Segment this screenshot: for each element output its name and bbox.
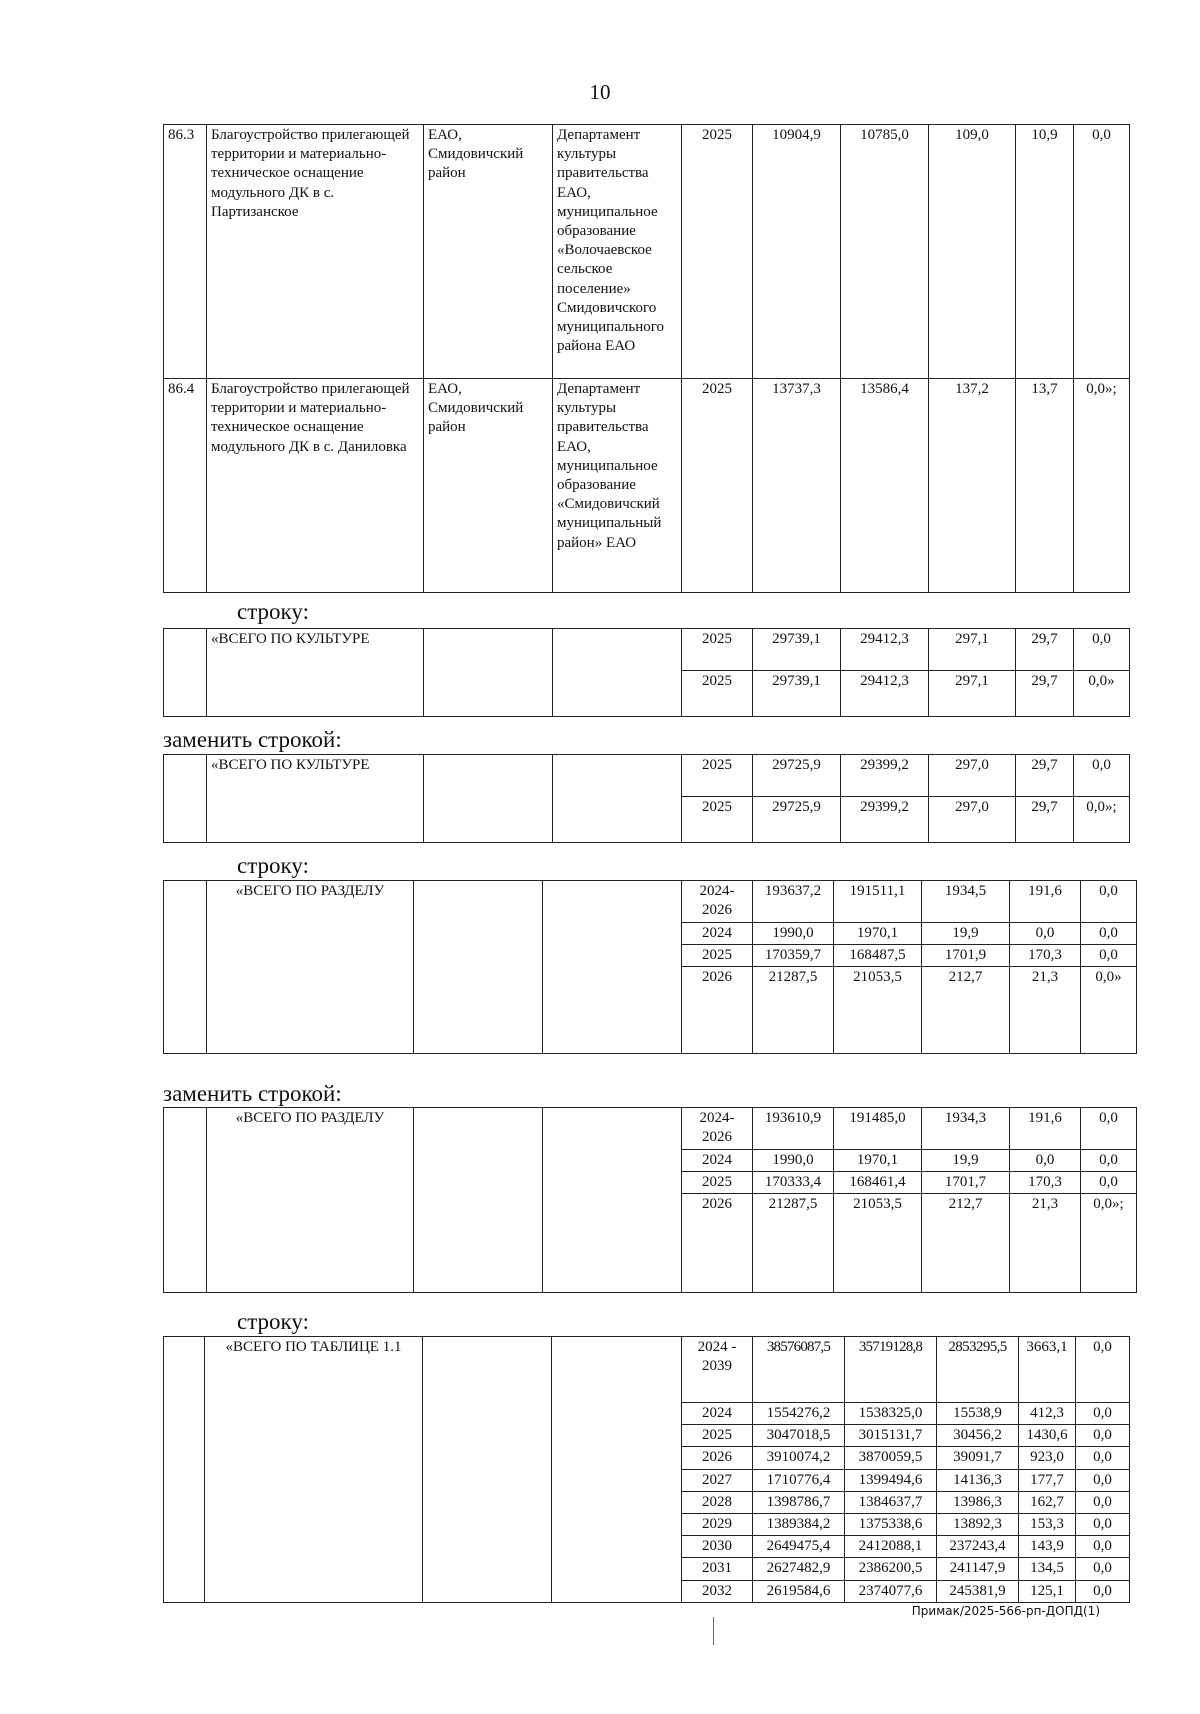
row-year: 2026 — [682, 967, 753, 1054]
row-value-local: 143,9 — [1019, 1536, 1076, 1558]
row-number — [164, 1108, 207, 1293]
row-value-total: 2649475,4 — [753, 1536, 845, 1558]
row-value-total: 29739,1 — [753, 671, 841, 717]
row-executor — [543, 1108, 682, 1293]
row-value-total: 3047018,5 — [753, 1425, 845, 1447]
row-number — [164, 755, 207, 843]
row-value-other: 0,0 — [1074, 629, 1130, 671]
row-value-federal: 10785,0 — [841, 125, 929, 379]
table-row — [164, 125, 1130, 379]
row-value-regional: 109,0 — [929, 125, 1016, 379]
row-value-regional: 39091,7 — [937, 1447, 1019, 1469]
row-value-other: 0,0 — [1081, 923, 1137, 945]
label-stroku: строку: — [237, 853, 309, 878]
row-value-federal: 1970,1 — [834, 1150, 922, 1172]
row-value-other: 0,0 — [1081, 945, 1137, 967]
row-year: 2024 — [682, 923, 753, 945]
row-value-other: 0,0 — [1074, 755, 1130, 797]
row-year: 2024-2026 — [682, 1108, 753, 1150]
row-year: 2024-2026 — [682, 881, 753, 923]
row-place — [414, 1108, 543, 1293]
row-value-total: 29739,1 — [753, 629, 841, 671]
row-value-other: 0,0 — [1076, 1337, 1130, 1403]
row-value-total: 1554276,2 — [753, 1403, 845, 1425]
row-year: 2026 — [682, 1194, 753, 1293]
row-year: 2027 — [682, 1469, 753, 1491]
row-executor: Департамент культуры правительства ЕАО, муниципальное образование «Волочаевское сельское поселение» Смидовичского муниципального района ЕАО — [553, 125, 682, 379]
table-culture-old — [163, 628, 1130, 717]
row-value-local: 412,3 — [1019, 1403, 1076, 1425]
row-value-other: 0,0 — [1076, 1580, 1130, 1602]
row-value-local: 21,3 — [1010, 967, 1081, 1054]
row-value-local: 170,3 — [1010, 945, 1081, 967]
row-value-federal: 191511,1 — [834, 881, 922, 923]
row-value-local: 29,7 — [1016, 755, 1074, 797]
table-row — [164, 755, 1130, 797]
label-zamenit: заменить строкой: — [163, 1081, 342, 1106]
row-value-local: 0,0 — [1010, 1150, 1081, 1172]
row-value-regional: 19,9 — [922, 923, 1010, 945]
row-value-other: 0,0 — [1081, 881, 1137, 923]
row-value-total: 1990,0 — [753, 923, 834, 945]
row-year: 2025 — [682, 379, 753, 593]
row-value-federal: 21053,5 — [834, 967, 922, 1054]
row-year: 2031 — [682, 1558, 753, 1580]
row-place — [414, 881, 543, 1054]
row-value-other: 0,0» — [1074, 671, 1130, 717]
row-value-federal: 29412,3 — [841, 671, 929, 717]
table-row — [164, 379, 1130, 593]
row-value-total: 193610,9 — [753, 1108, 834, 1150]
row-value-federal: 168461,4 — [834, 1172, 922, 1194]
row-value-other: 0,0 — [1074, 125, 1130, 379]
label-zamenit: заменить строкой: — [163, 727, 342, 752]
row-value-federal: 1538325,0 — [845, 1403, 937, 1425]
row-value-local: 170,3 — [1010, 1172, 1081, 1194]
row-value-federal: 21053,5 — [834, 1194, 922, 1293]
row-value-local: 923,0 — [1019, 1447, 1076, 1469]
row-place — [423, 1337, 552, 1603]
row-value-regional: 297,0 — [929, 797, 1016, 843]
row-value-other: 0,0 — [1076, 1403, 1130, 1425]
row-value-regional: 212,7 — [922, 1194, 1010, 1293]
row-year: 2025 — [682, 797, 753, 843]
label-stroku: строку: — [237, 599, 309, 624]
row-value-total: 29725,9 — [753, 797, 841, 843]
row-value-other: 0,0 — [1081, 1108, 1137, 1150]
row-value-other: 0,0» — [1081, 967, 1137, 1054]
row-value-federal: 168487,5 — [834, 945, 922, 967]
table-row — [164, 881, 1137, 923]
row-value-local: 134,5 — [1019, 1558, 1076, 1580]
row-value-local: 153,3 — [1019, 1513, 1076, 1535]
row-number: 86.4 — [164, 379, 207, 593]
row-year: 2025 — [682, 671, 753, 717]
row-year: 2025 — [682, 945, 753, 967]
row-year: 2024 — [682, 1403, 753, 1425]
row-value-federal: 1970,1 — [834, 923, 922, 945]
row-value-regional: 13986,3 — [937, 1491, 1019, 1513]
row-value-local: 29,7 — [1016, 629, 1074, 671]
row-value-other: 0,0»; — [1074, 379, 1130, 593]
row-value-federal: 35719128,8 — [845, 1337, 937, 1403]
row-value-other: 0,0»; — [1081, 1194, 1137, 1293]
row-value-regional: 19,9 — [922, 1150, 1010, 1172]
table-culture-new — [163, 754, 1130, 843]
row-year: 2029 — [682, 1513, 753, 1535]
row-year: 2024 — [682, 1150, 753, 1172]
row-value-total: 29725,9 — [753, 755, 841, 797]
row-value-local: 3663,1 — [1019, 1337, 1076, 1403]
row-value-local: 13,7 — [1016, 379, 1074, 593]
row-value-total: 13737,3 — [753, 379, 841, 593]
row-year: 2030 — [682, 1536, 753, 1558]
row-executor — [553, 629, 682, 717]
row-value-local: 191,6 — [1010, 881, 1081, 923]
row-value-other: 0,0 — [1076, 1491, 1130, 1513]
row-value-regional: 212,7 — [922, 967, 1010, 1054]
row-value-federal: 1399494,6 — [845, 1469, 937, 1491]
row-value-regional: 2853295,5 — [937, 1337, 1019, 1403]
row-place — [424, 629, 553, 717]
row-value-regional: 14136,3 — [937, 1469, 1019, 1491]
row-value-other: 0,0»; — [1074, 797, 1130, 843]
row-year: 2028 — [682, 1491, 753, 1513]
row-name: «ВСЕГО ПО ТАБЛИЦЕ 1.1 — [205, 1337, 423, 1603]
row-executor — [543, 881, 682, 1054]
row-value-federal: 29399,2 — [841, 755, 929, 797]
row-name: «ВСЕГО ПО КУЛЬТУРЕ — [207, 629, 424, 717]
row-value-regional: 297,0 — [929, 755, 1016, 797]
row-value-local: 162,7 — [1019, 1491, 1076, 1513]
scan-mark — [713, 1617, 714, 1645]
row-number: 86.3 — [164, 125, 207, 379]
row-name: «ВСЕГО ПО РАЗДЕЛУ — [207, 1108, 414, 1293]
row-value-regional: 237243,4 — [937, 1536, 1019, 1558]
row-value-federal: 2386200,5 — [845, 1558, 937, 1580]
row-value-local: 191,6 — [1010, 1108, 1081, 1150]
row-value-total: 21287,5 — [753, 1194, 834, 1293]
row-value-local: 177,7 — [1019, 1469, 1076, 1491]
row-year: 2025 — [682, 755, 753, 797]
row-year: 2025 — [682, 125, 753, 379]
row-value-total: 2619584,6 — [753, 1580, 845, 1602]
row-value-regional: 241147,9 — [937, 1558, 1019, 1580]
row-value-federal: 13586,4 — [841, 379, 929, 593]
row-value-local: 125,1 — [1019, 1580, 1076, 1602]
row-value-other: 0,0 — [1076, 1558, 1130, 1580]
row-value-total: 10904,9 — [753, 125, 841, 379]
row-value-regional: 245381,9 — [937, 1580, 1019, 1602]
row-place: ЕАО, Смидовичский район — [424, 379, 553, 593]
row-value-regional: 30456,2 — [937, 1425, 1019, 1447]
table-items — [163, 124, 1130, 593]
row-value-regional: 137,2 — [929, 379, 1016, 593]
row-value-total: 38576087,5 — [753, 1337, 845, 1403]
row-value-total: 21287,5 — [753, 967, 834, 1054]
label-stroku: строку: — [237, 1309, 309, 1334]
row-value-regional: 297,1 — [929, 629, 1016, 671]
row-value-other: 0,0 — [1081, 1150, 1137, 1172]
row-value-local: 29,7 — [1016, 797, 1074, 843]
table-total — [163, 1336, 1130, 1603]
row-value-total: 193637,2 — [753, 881, 834, 923]
row-value-regional: 13892,3 — [937, 1513, 1019, 1535]
row-value-federal: 29412,3 — [841, 629, 929, 671]
row-value-federal: 1375338,6 — [845, 1513, 937, 1535]
row-executor — [552, 1337, 682, 1603]
row-value-local: 10,9 — [1016, 125, 1074, 379]
row-value-regional: 1701,9 — [922, 945, 1010, 967]
row-name: «ВСЕГО ПО РАЗДЕЛУ — [207, 881, 414, 1054]
table-row — [164, 1337, 1130, 1403]
row-value-other: 0,0 — [1076, 1469, 1130, 1491]
row-name: Благоустройство прилегающей территории и материально-техническое оснащение модульного ДК в с. Даниловка — [207, 379, 424, 593]
row-executor: Департамент культуры правительства ЕАО, муниципальное образование «Смидовичский муниципальный район» ЕАО — [553, 379, 682, 593]
row-value-other: 0,0 — [1076, 1447, 1130, 1469]
row-value-total: 1990,0 — [753, 1150, 834, 1172]
row-year: 2026 — [682, 1447, 753, 1469]
row-value-federal: 1384637,7 — [845, 1491, 937, 1513]
row-value-local: 21,3 — [1010, 1194, 1081, 1293]
row-value-other: 0,0 — [1076, 1425, 1130, 1447]
row-value-total: 3910074,2 — [753, 1447, 845, 1469]
row-value-local: 29,7 — [1016, 671, 1074, 717]
row-value-regional: 1934,5 — [922, 881, 1010, 923]
row-value-local: 0,0 — [1010, 923, 1081, 945]
row-year: 2024 - 2039 — [682, 1337, 753, 1403]
row-value-regional: 1934,3 — [922, 1108, 1010, 1150]
row-value-total: 1710776,4 — [753, 1469, 845, 1491]
table-row — [164, 629, 1130, 671]
row-year: 2025 — [682, 1425, 753, 1447]
row-value-total: 170333,4 — [753, 1172, 834, 1194]
row-value-total: 170359,7 — [753, 945, 834, 967]
row-year: 2025 — [682, 1172, 753, 1194]
row-value-local: 1430,6 — [1019, 1425, 1076, 1447]
row-value-regional: 1701,7 — [922, 1172, 1010, 1194]
document-footer: Примак/2025-566-рп-ДОПД(1) — [911, 1604, 1100, 1618]
row-place: ЕАО, Смидовичский район — [424, 125, 553, 379]
row-value-federal: 2374077,6 — [845, 1580, 937, 1602]
row-value-other: 0,0 — [1076, 1536, 1130, 1558]
row-value-other: 0,0 — [1081, 1172, 1137, 1194]
row-value-other: 0,0 — [1076, 1513, 1130, 1535]
row-value-federal: 191485,0 — [834, 1108, 922, 1150]
row-value-total: 2627482,9 — [753, 1558, 845, 1580]
row-value-total: 1389384,2 — [753, 1513, 845, 1535]
row-number — [164, 881, 207, 1054]
row-number — [164, 629, 207, 717]
table-section-new — [163, 1107, 1137, 1293]
row-year: 2032 — [682, 1580, 753, 1602]
table-section-old — [163, 880, 1137, 1054]
row-number — [164, 1337, 205, 1603]
row-value-total: 1398786,7 — [753, 1491, 845, 1513]
page-number: 10 — [589, 80, 611, 104]
row-value-federal: 3015131,7 — [845, 1425, 937, 1447]
row-name: Благоустройство прилегающей территории и материально-техническое оснащение модульного ДК в с. Партизанское — [207, 125, 424, 379]
row-executor — [553, 755, 682, 843]
row-name: «ВСЕГО ПО КУЛЬТУРЕ — [207, 755, 424, 843]
table-row — [164, 1108, 1137, 1150]
row-value-federal: 29399,2 — [841, 797, 929, 843]
row-value-federal: 3870059,5 — [845, 1447, 937, 1469]
row-place — [424, 755, 553, 843]
row-value-regional: 15538,9 — [937, 1403, 1019, 1425]
row-value-federal: 2412088,1 — [845, 1536, 937, 1558]
row-value-regional: 297,1 — [929, 671, 1016, 717]
row-year: 2025 — [682, 629, 753, 671]
